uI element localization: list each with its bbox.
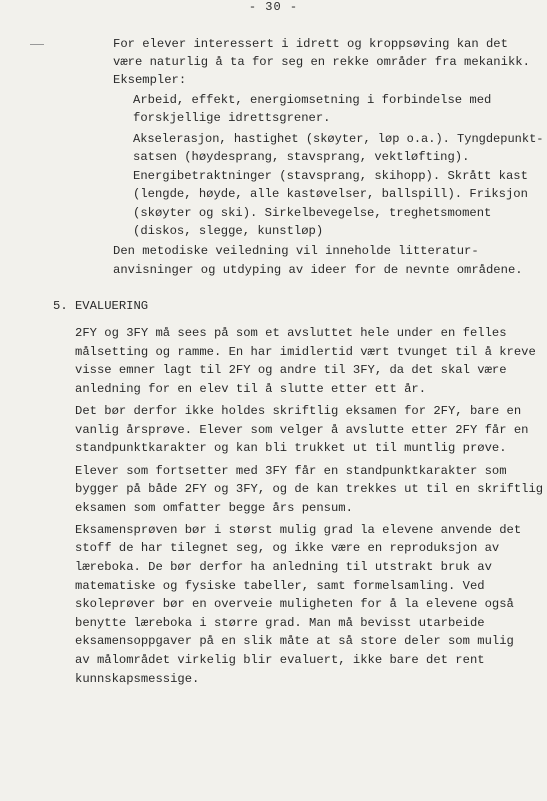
- text-line: skoleprøver bør en overveie muligheten for å la elevene også: [75, 597, 514, 611]
- text-line: læreboka. De bør derfor ha anledning til utstrakt bruk av: [75, 560, 492, 574]
- text-line: anvisninger og utdyping av ideer for de nevnte områdene.: [113, 263, 523, 277]
- text-line: bygger på både 2FY og 3FY, og de kan trekkes ut til en skriftlig: [75, 482, 544, 496]
- text-line: anledning for en elev til å slutte etter ett år.: [75, 382, 427, 396]
- text-line: 2FY og 3FY må sees på som et avsluttet hele under en felles: [75, 326, 507, 340]
- example-line: Energibetraktninger (stavsprang, skihopp). Skrått kast: [133, 169, 528, 183]
- text-line: eksamen som omfatter begge års pensum.: [75, 501, 353, 515]
- example-line: (lengde, høyde, alle kastøvelser, ballspill). Friksjon: [133, 187, 528, 201]
- text-line: Eksamensprøven bør i størst mulig grad la elevene anvende det: [75, 523, 522, 537]
- text-line: Eksempler:: [113, 73, 187, 87]
- text-line: kunnskapsmessige.: [75, 672, 200, 686]
- text-line: eksamensoppgaver på en slik måte at så store deler som mulig: [75, 634, 514, 648]
- page-number: - 30 -: [248, 0, 299, 14]
- text-line: Den metodiske veiledning vil inneholde litteratur-: [113, 244, 479, 258]
- example-line: (skøyter og ski). Sirkelbevegelse, treghetsmoment: [133, 206, 492, 220]
- text-line: vanlig årsprøve. Elever som velger å avslutte etter 2FY får en: [75, 423, 529, 437]
- section-heading: 5. EVALUERING: [53, 299, 149, 313]
- text-line: målsetting og ramme. En har imidlertid vært tvunget til å kreve: [75, 345, 536, 359]
- example-line: Arbeid, effekt, energiomsetning i forbindelse med: [133, 93, 492, 107]
- text-line: være naturlig å ta for seg en rekke områder fra mekanikk.: [113, 55, 530, 69]
- text-line: visse emner lagt til 2FY og andre til 3FY, da det skal være: [75, 363, 507, 377]
- text-line: stoff de har tilegnet seg, og ikke være en reproduksjon av: [75, 541, 500, 555]
- margin-mark: [30, 44, 44, 45]
- example-line: Akselerasjon, hastighet (skøyter, løp o.a.). Tyngdepunkt-: [133, 132, 544, 146]
- example-line: (diskos, slegge, kunstløp): [133, 224, 324, 238]
- text-line: av målområdet virkelig blir evaluert, ikke bare det rent: [75, 653, 485, 667]
- example-line: satsen (høydesprang, stavsprang, vektløfting).: [133, 150, 470, 164]
- text-line: benytte læreboka i større grad. Man må bevisst utarbeide: [75, 616, 485, 630]
- text-line: Elever som fortsetter med 3FY får en standpunktkarakter som: [75, 464, 507, 478]
- text-line: Det bør derfor ikke holdes skriftlig eksamen for 2FY, bare en: [75, 404, 522, 418]
- example-line: forskjellige idrettsgrener.: [133, 111, 331, 125]
- text-line: standpunktkarakter og kan bli trukket ut til muntlig prøve.: [75, 441, 507, 455]
- text-line: For elever interessert i idrett og kroppsøving kan det: [113, 37, 508, 51]
- text-line: matematiske og fysiske tabeller, samt formelsamling. Ved: [75, 579, 485, 593]
